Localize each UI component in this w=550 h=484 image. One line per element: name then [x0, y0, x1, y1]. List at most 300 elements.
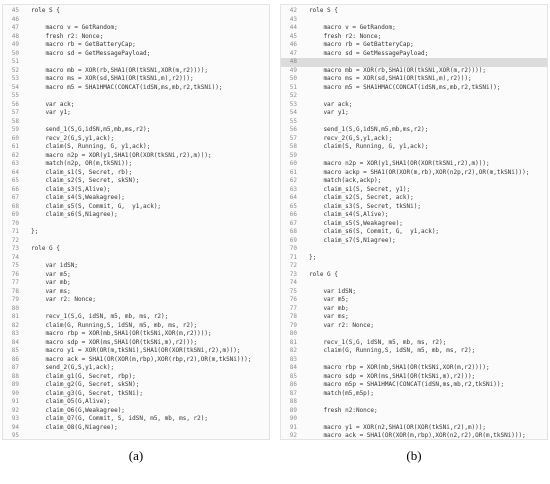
code-line: [3, 271, 269, 280]
code-text: var ms;: [309, 313, 349, 320]
line-number: 60: [11, 134, 19, 142]
code-panel-a: [2, 4, 270, 440]
code-line: [3, 245, 269, 254]
code-line: [3, 305, 269, 314]
code-text: [31, 92, 269, 101]
code-line: [3, 228, 269, 237]
code-text: macro sdp = XOR(ms,SHA1(OR(tkSNi,m),r2)));: [309, 372, 476, 380]
line-number: 58: [11, 117, 19, 125]
code-line: [281, 432, 547, 440]
code-text: macro rb = GetBatteryCap;: [31, 41, 136, 48]
code-text: recv_2(G,S,y1,ack);: [31, 134, 115, 142]
line-number: 54: [11, 83, 19, 91]
code-line: [3, 407, 269, 416]
code-text: macro mb = XOR(rb,SHA1(OR(tkSNi,XOR(m,r2))));: [309, 66, 487, 74]
code-line: [281, 373, 547, 382]
code-text: var idSN;: [309, 287, 356, 295]
code-line: [281, 245, 547, 254]
line-number: 67: [11, 194, 19, 201]
code-line: [3, 296, 269, 305]
code-line: [3, 330, 269, 339]
code-text: [309, 356, 547, 365]
line-number: 48: [289, 58, 297, 65]
line-number: 71: [289, 253, 297, 261]
line-number: 66: [289, 211, 297, 218]
code-text: claim_g1(G, Secret, rbp);: [31, 372, 136, 380]
line-number: 79: [289, 321, 297, 329]
code-text: macro y1 = XOR(OR(m,tkSNi),SHA1(OR(XOR(tkSNi,r2),m)));: [31, 347, 241, 354]
code-line: [281, 288, 547, 297]
code-text: var idSN;: [31, 262, 78, 269]
line-number: 59: [11, 126, 19, 133]
code-text: [309, 262, 547, 271]
line-number: 83: [289, 355, 297, 363]
line-number: 46: [289, 41, 297, 48]
code-line: [281, 24, 547, 33]
line-number: 89: [11, 381, 19, 388]
code-line: [281, 135, 547, 144]
code-line: [3, 24, 269, 33]
code-text: [309, 118, 547, 127]
code-text: [31, 237, 269, 246]
line-number: 84: [11, 338, 19, 346]
code-text: macro ms = XOR(sd,SHA1(OR(tkSNi,m),r2)));: [31, 75, 194, 82]
line-number: 90: [289, 415, 297, 422]
code-line: [3, 220, 269, 229]
code-text: macro m5 = SHA1HMAC(CONCAT(idSN,ms,mb,r2,tkSNi));: [31, 83, 223, 91]
line-number: 73: [11, 245, 19, 252]
code-text: send_1(S,G,idSN,m5,mb,ms,r2);: [309, 126, 429, 133]
code-line: [3, 92, 269, 101]
line-number: 44: [289, 24, 297, 31]
code-text: var mb;: [31, 279, 71, 286]
code-line: [281, 296, 547, 305]
code-line: [281, 177, 547, 186]
code-line: [281, 262, 547, 271]
code-text: recv_2(G,S,y1,ack);: [309, 134, 393, 142]
code-line: [281, 390, 547, 399]
code-text: macro rb = GetBatteryCap;: [309, 41, 414, 48]
line-number: 45: [289, 32, 297, 40]
line-number: 95: [11, 432, 19, 439]
code-line: [3, 279, 269, 288]
line-number: 64: [11, 168, 19, 176]
code-line: [3, 254, 269, 263]
line-number: 50: [11, 49, 19, 57]
code-line: [3, 398, 269, 407]
line-number: 66: [11, 185, 19, 193]
code-line: [281, 33, 547, 42]
line-number: 78: [11, 287, 19, 295]
line-number: 58: [289, 143, 297, 150]
line-number: 51: [11, 58, 19, 65]
code-text: claim_g2(G, Secret, skSN);: [31, 381, 140, 388]
code-line: [281, 101, 547, 110]
code-text: role S {: [309, 7, 338, 14]
line-number: 83: [11, 330, 19, 337]
code-text: match(ack,ackp);: [309, 177, 382, 184]
line-number: 92: [11, 406, 19, 414]
code-line: [281, 143, 547, 152]
code-text: send_2(G,S,y1,ack);: [31, 364, 115, 371]
code-line: [281, 330, 547, 339]
code-text: [309, 58, 547, 67]
code-line: [3, 237, 269, 246]
line-number: 69: [11, 211, 19, 218]
code-line: [3, 415, 269, 424]
line-number: 47: [289, 49, 297, 57]
line-number: 52: [11, 66, 19, 74]
code-text: claim_s6(S,Niagree);: [31, 211, 118, 218]
code-line: [281, 92, 547, 101]
code-line: [281, 118, 547, 127]
code-line: [281, 271, 547, 280]
line-number: 53: [11, 75, 19, 82]
line-number: 80: [289, 330, 297, 337]
line-number: 70: [11, 219, 19, 227]
line-number: 61: [289, 168, 297, 176]
code-text: macro v = GetRandom;: [31, 24, 118, 31]
line-number: 55: [11, 92, 19, 99]
code-line: [3, 67, 269, 76]
line-number: 88: [289, 398, 297, 405]
code-text: role G {: [309, 270, 338, 278]
code-line: [281, 84, 547, 93]
code-line: [281, 194, 547, 203]
code-line: [3, 169, 269, 178]
code-text: claim_O6(G,Weakagree);: [31, 406, 125, 414]
code-line: [3, 424, 269, 433]
code-line: [281, 407, 547, 416]
line-number: 65: [11, 177, 19, 184]
line-number: 72: [11, 236, 19, 244]
code-text: macro v = GetRandom;: [309, 24, 396, 31]
line-number: 62: [289, 177, 297, 184]
panel-caption-a: (a): [128, 448, 144, 463]
code-line: [281, 186, 547, 195]
code-line: [281, 356, 547, 365]
line-number: 47: [11, 24, 19, 31]
code-text: [31, 16, 269, 25]
code-line: [3, 373, 269, 382]
code-text: };: [31, 228, 39, 235]
code-line: [3, 41, 269, 50]
line-number: 88: [11, 372, 19, 380]
line-number: 77: [11, 279, 19, 286]
code-line: [3, 347, 269, 356]
code-text: claim_s2(S, Secret, skSN);: [31, 177, 140, 184]
code-line: [3, 50, 269, 59]
code-text: macro ackp = SHA1(OR(XOR(m,rb),XOR(n2p,r2),OR(m,tkSNi)));: [309, 168, 530, 176]
line-number: 75: [11, 262, 19, 269]
code-text: [309, 92, 547, 101]
code-text: claim_O8(G,Niagree);: [31, 423, 118, 431]
code-text: claim(S, Running, G, y1,ack);: [309, 143, 429, 150]
code-line: [3, 262, 269, 271]
code-text: claim_s5(S,Weakagree);: [309, 219, 403, 227]
code-text: var ack;: [31, 100, 75, 108]
code-text: var y1;: [309, 109, 349, 116]
line-number: 71: [11, 228, 19, 235]
code-text: var mb;: [309, 304, 349, 312]
code-text: macro sd = GetMessagePayload;: [31, 49, 151, 57]
code-text: macro sd = GetMessagePayload;: [309, 49, 429, 57]
line-number: 77: [289, 304, 297, 312]
line-number: 91: [11, 398, 19, 405]
line-number: 81: [289, 338, 297, 346]
code-line: [3, 118, 269, 127]
code-line: [3, 177, 269, 186]
code-line: [3, 152, 269, 161]
code-text: claim_s1(S, Secret, y1);: [309, 185, 411, 193]
line-number: 89: [289, 406, 297, 414]
line-number: 63: [11, 160, 19, 167]
code-line: [281, 67, 547, 76]
code-line: [281, 220, 547, 229]
code-line: [281, 126, 547, 135]
line-number: 68: [289, 228, 297, 235]
code-text: macro mb = XOR(rb,SHA1(OR(tkSNi,XOR(m,r2))));: [31, 66, 209, 74]
code-text: claim_O7(G, Commit, S, idSN, m5, mb, ms, r2);: [31, 415, 209, 422]
code-text: var ack;: [309, 100, 353, 108]
line-number: 76: [11, 270, 19, 278]
line-number: 59: [289, 151, 297, 159]
code-line: [281, 211, 547, 220]
line-number: 45: [11, 7, 19, 14]
line-number: 82: [289, 347, 297, 354]
line-number: 57: [289, 134, 297, 142]
line-number: 94: [11, 423, 19, 431]
code-text: claim(S, Running, G, y1,ack);: [31, 143, 151, 150]
code-text: [31, 305, 269, 314]
code-line: [3, 432, 269, 440]
line-number: 85: [289, 372, 297, 380]
code-text: recv_1(S,G, idSN, m5, mb, ms, r2);: [309, 338, 447, 346]
code-panel-b: [280, 4, 548, 440]
line-number: 65: [289, 202, 297, 210]
code-text: [31, 220, 269, 229]
code-text: match(n2p, OR(m,tkSNi));: [31, 160, 133, 167]
code-line: [3, 203, 269, 212]
code-line: [281, 415, 547, 424]
line-number: 53: [289, 100, 297, 108]
code-text: macro rbp = XOR(mb,SHA1(OR(tkSNi,XOR(m,r2))));: [309, 364, 490, 371]
code-text: [31, 58, 269, 67]
code-text: var r2: Nonce;: [309, 321, 375, 329]
line-number: 79: [11, 296, 19, 303]
code-line: [281, 203, 547, 212]
line-number: 55: [289, 117, 297, 125]
code-line: [3, 75, 269, 84]
code-text: recv_1(S,G, idSN, m5, mb, ms, r2);: [31, 313, 169, 320]
code-text: macro ack = SHA1(OR(XOR(m,rbp),XOR(n2,r2),OR(m,tkSNi)));: [309, 432, 526, 439]
code-text: [309, 415, 547, 424]
code-line: [3, 33, 269, 42]
code-text: [309, 245, 547, 254]
code-line: [3, 58, 269, 67]
code-text: macro n2p = XOR(y1,SHA1(OR(XOR(tkSNi,r2),m)));: [309, 160, 490, 167]
code-text: fresh r2: Nonce;: [309, 32, 382, 40]
code-text: claim_s1(S, Secret, rb);: [31, 168, 133, 176]
code-text: [31, 254, 269, 263]
line-number: 82: [11, 321, 19, 329]
code-text: claim_s7(S,Niagree);: [309, 236, 396, 244]
line-number: 76: [289, 296, 297, 303]
code-text: };: [309, 253, 317, 261]
code-line: [281, 50, 547, 59]
line-number: 73: [289, 270, 297, 278]
code-text: role S {: [31, 7, 60, 14]
code-line: [281, 347, 547, 356]
code-line: [3, 126, 269, 135]
line-number: 91: [289, 423, 297, 431]
line-number: 46: [11, 15, 19, 23]
code-line: [3, 160, 269, 169]
code-text: claim_s5(S, Commit, G, y1,ack);: [31, 202, 162, 210]
line-number: 52: [289, 92, 297, 99]
code-text: [309, 279, 547, 288]
line-number: 56: [289, 126, 297, 133]
code-text: [309, 330, 547, 339]
code-line: [281, 16, 547, 25]
line-number: 86: [289, 381, 297, 388]
code-line: [3, 101, 269, 110]
line-number: 57: [11, 109, 19, 116]
code-line: [3, 16, 269, 25]
line-number: 49: [11, 41, 19, 48]
code-text: macro m5 = SHA1HMAC(CONCAT(idSN,ms,mb,r2,tkSNi));: [309, 83, 501, 91]
line-number: 69: [289, 236, 297, 244]
code-text: [31, 432, 269, 440]
code-text: macro rbp = XOR(mb,SHA1(OR(tkSNi,XOR(m,r2))));: [31, 330, 212, 337]
code-text: send_1(S,G,idSN,m5,mb,ms,r2);: [31, 126, 151, 133]
line-number: 90: [11, 389, 19, 397]
code-line: [281, 237, 547, 246]
line-number: 43: [289, 15, 297, 23]
code-text: macro m5p = SHA1HMAC(CONCAT(idSN,ms,mb,r2,tkSNi));: [309, 381, 505, 388]
code-text: macro y1 = XOR(n2,SHA1(OR(XOR(tkSNi,r2),m)));: [309, 423, 487, 431]
code-line: [281, 322, 547, 331]
code-text: var m5;: [31, 270, 71, 278]
code-text: [309, 398, 547, 407]
code-text: fresh n2:Nonce;: [309, 406, 378, 414]
code-line: [281, 75, 547, 84]
line-number: 63: [289, 185, 297, 193]
code-text: [309, 16, 547, 25]
line-number: 86: [11, 355, 19, 363]
code-text: claim_s4(S,Weakagree);: [31, 194, 125, 201]
line-number: 61: [11, 143, 19, 150]
code-line: [281, 41, 547, 50]
line-number: 80: [11, 304, 19, 312]
line-number: 87: [11, 364, 19, 371]
line-number: 68: [11, 202, 19, 210]
line-number: 84: [289, 364, 297, 371]
code-line: [3, 109, 269, 118]
code-text: claim_O5(G,Alive);: [31, 398, 111, 405]
code-line: [281, 58, 547, 67]
code-line: [281, 339, 547, 348]
code-line: [3, 84, 269, 93]
code-line: [281, 169, 547, 178]
line-number: 81: [11, 313, 19, 320]
code-line: [3, 143, 269, 152]
code-line: [3, 211, 269, 220]
line-number: 87: [289, 389, 297, 397]
code-line: [281, 254, 547, 263]
code-text: claim_s3(S,Alive);: [31, 185, 111, 193]
line-number: 93: [11, 415, 19, 422]
line-number: 54: [289, 109, 297, 116]
code-text: claim(G, Running,S, idSN, m5, mb, ms, r2);: [309, 347, 476, 354]
code-line: [281, 305, 547, 314]
code-line: [3, 322, 269, 331]
code-text: claim_s2(S, Secret, ack);: [309, 194, 414, 201]
line-number: 49: [289, 66, 297, 74]
code-text: claim_s6(S, Commit, G, y1,ack);: [309, 228, 440, 235]
code-line: [3, 7, 269, 16]
code-line: [3, 390, 269, 399]
code-text: var ms;: [31, 287, 71, 295]
line-number: 42: [289, 7, 297, 14]
code-text: claim(G, Running,S, idSN, m5, mb, ms, r2);: [31, 321, 198, 329]
code-line: [281, 7, 547, 16]
code-text: [309, 152, 547, 161]
code-text: macro sdp = XOR(ms,SHA1(OR(tkSNi,m),r2)));: [31, 338, 198, 346]
line-number: 60: [289, 160, 297, 167]
line-number: 85: [11, 347, 19, 354]
code-line: [281, 313, 547, 322]
line-number: 67: [289, 219, 297, 227]
line-number: 50: [289, 75, 297, 82]
code-text: role G {: [31, 245, 60, 252]
line-number: 74: [11, 253, 19, 261]
code-line: [3, 135, 269, 144]
line-number: 48: [11, 32, 19, 40]
code-text: var r2: Nonce;: [31, 296, 97, 303]
code-line: [3, 313, 269, 322]
line-number: 62: [11, 151, 19, 159]
code-text: claim_g3(G, Secret, tkSNi);: [31, 389, 143, 397]
code-line: [281, 364, 547, 373]
code-text: macro n2p = XOR(y1,SHA1(OR(XOR(tkSNi,r2),m)));: [31, 151, 212, 159]
code-line: [3, 364, 269, 373]
code-line: [3, 288, 269, 297]
code-line: [3, 356, 269, 365]
code-text: fresh r2: Nonce;: [31, 32, 104, 40]
code-line: [281, 228, 547, 237]
line-number: 51: [289, 83, 297, 91]
code-line: [281, 381, 547, 390]
code-text: macro ms = XOR(sd,SHA1(OR(tkSNi,m),r2)));: [309, 75, 472, 82]
line-number: 64: [289, 194, 297, 201]
panel-caption-b: (b): [406, 448, 422, 463]
code-text: var y1;: [31, 109, 71, 116]
code-line: [281, 398, 547, 407]
code-text: claim_s3(S, Secret, tkSNi);: [309, 202, 421, 210]
line-number: 56: [11, 100, 19, 108]
line-number: 72: [289, 262, 297, 269]
code-line: [3, 194, 269, 203]
line-number: 78: [289, 313, 297, 320]
code-line: [281, 160, 547, 169]
line-number: 75: [289, 287, 297, 295]
code-line: [281, 424, 547, 433]
code-line: [3, 339, 269, 348]
line-number: 74: [289, 279, 297, 286]
line-number: 70: [289, 245, 297, 252]
code-line: [3, 381, 269, 390]
